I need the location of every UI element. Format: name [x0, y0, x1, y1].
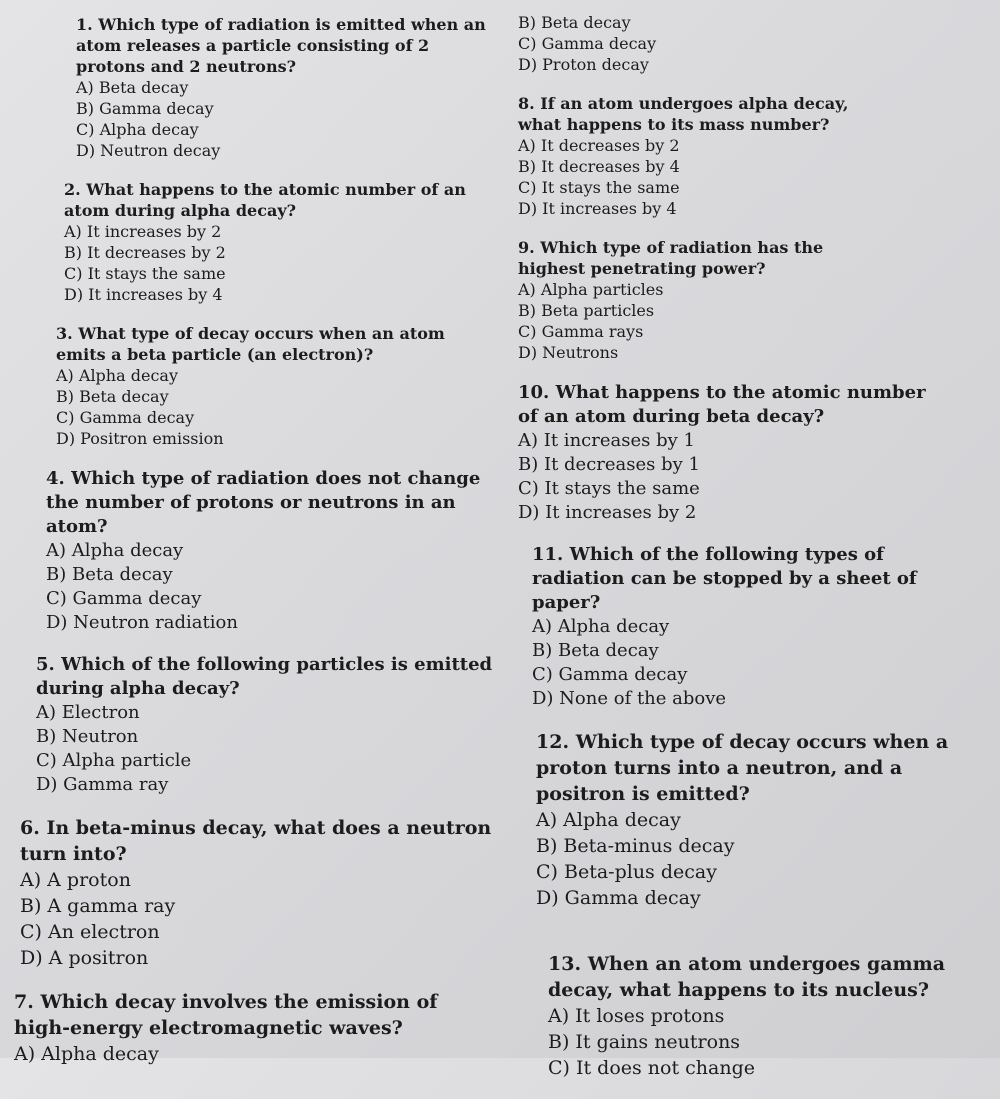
option: C) Gamma rays: [518, 322, 644, 341]
option: B) Beta decay: [518, 13, 631, 32]
question-text: 8. If an atom undergoes alpha decay, what happens to its mass number?: [518, 94, 849, 134]
option: A) It increases by 2: [64, 222, 222, 241]
question-1: [14, 14, 494, 161]
option: C) It stays the same: [518, 178, 680, 197]
question-text: 9. Which type of radiation has the highest penetrating power?: [518, 238, 824, 278]
option: D) Neutron radiation: [46, 612, 238, 633]
option: B) Beta decay: [46, 564, 173, 585]
option: A) Alpha decay: [56, 366, 178, 385]
question-5: [14, 653, 494, 797]
option: D) Gamma decay: [536, 887, 701, 909]
option: D) A positron: [20, 947, 149, 969]
question-6: [14, 815, 494, 971]
option: C) It stays the same: [64, 264, 226, 283]
question-3: [14, 323, 494, 449]
option: D) It increases by 2: [518, 502, 697, 523]
option: A) Beta decay: [76, 78, 189, 97]
option: B) It gains neutrons: [548, 1031, 741, 1053]
option: C) It stays the same: [518, 478, 700, 499]
option: D) Positron emission: [56, 429, 224, 448]
question-text: 7. Which decay involves the emission of high-energy electromagnetic waves?: [14, 991, 438, 1039]
left-column: [14, 14, 494, 1085]
option: A) A proton: [20, 869, 131, 891]
option: A) Alpha decay: [14, 1043, 159, 1065]
option: C) Gamma decay: [518, 34, 657, 53]
option: A) It increases by 1: [518, 430, 695, 451]
question-13: [548, 951, 988, 1081]
option: A) Electron: [36, 702, 140, 723]
question-2: [14, 179, 494, 305]
question-7: [14, 989, 494, 1067]
option: C) An electron: [20, 921, 160, 943]
option: B) It decreases by 4: [518, 157, 680, 176]
option: D) None of the above: [532, 688, 727, 709]
question-text: 2. What happens to the atomic number of an atom during alpha decay?: [64, 180, 466, 220]
option: B) Beta-minus decay: [536, 835, 735, 857]
option: A) Alpha decay: [532, 616, 670, 637]
option: B) Beta decay: [56, 387, 169, 406]
question-11: [532, 543, 988, 711]
option: B) Beta decay: [532, 640, 659, 661]
option: D) Proton decay: [518, 55, 649, 74]
right-column: [518, 12, 988, 1099]
option: C) It does not change: [548, 1057, 756, 1079]
option: D) Neutron decay: [76, 141, 221, 160]
option: B) Neutron: [36, 726, 139, 747]
question-text: 12. Which type of decay occurs when a proton turns into a neutron, and a positron is emitted?: [536, 731, 949, 805]
question-text: 3. What type of decay occurs when an atom emits a beta particle (an electron)?: [56, 324, 445, 364]
question-text: 11. Which of the following types of radiation can be stopped by a sheet of paper?: [532, 544, 917, 613]
option: D) Gamma ray: [36, 774, 169, 795]
option: B) It decreases by 2: [64, 243, 226, 262]
option: C) Gamma decay: [46, 588, 202, 609]
option: B) It decreases by 1: [518, 454, 700, 475]
option: D) Neutrons: [518, 343, 619, 362]
question-8: [518, 93, 988, 219]
option: C) Beta-plus decay: [536, 861, 717, 883]
option: C) Alpha particle: [36, 750, 192, 771]
question-text: 4. Which type of radiation does not change the number of protons or neutrons in an atom?: [46, 468, 481, 537]
option: B) A gamma ray: [20, 895, 176, 917]
option: B) Gamma decay: [76, 99, 214, 118]
question-text: 13. When an atom undergoes gamma decay, what happens to its nucleus?: [548, 953, 946, 1001]
option: B) Beta particles: [518, 301, 655, 320]
question-9: [518, 237, 988, 363]
option: A) Alpha decay: [536, 809, 681, 831]
option: A) It decreases by 2: [518, 136, 680, 155]
question-4: [14, 467, 494, 635]
option: A) It loses protons: [548, 1005, 725, 1027]
question-text: 6. In beta-minus decay, what does a neutron turn into?: [20, 817, 492, 865]
question-10: [518, 381, 988, 525]
question-text: 1. Which type of radiation is emitted when an atom releases a particle consisting of 2 protons and 2 neutrons?: [76, 15, 486, 76]
question-7-continued: [518, 12, 988, 75]
option: D) It increases by 4: [518, 199, 677, 218]
question-12: [536, 729, 988, 911]
question-text: 5. Which of the following particles is emitted during alpha decay?: [36, 654, 493, 699]
option: A) Alpha particles: [518, 280, 664, 299]
option: A) Alpha decay: [46, 540, 184, 561]
option: C) Gamma decay: [532, 664, 688, 685]
option: D) It increases by 4: [64, 285, 223, 304]
question-text: 10. What happens to the atomic number of an atom during beta decay?: [518, 382, 926, 427]
option: C) Gamma decay: [56, 408, 195, 427]
option: C) Alpha decay: [76, 120, 199, 139]
